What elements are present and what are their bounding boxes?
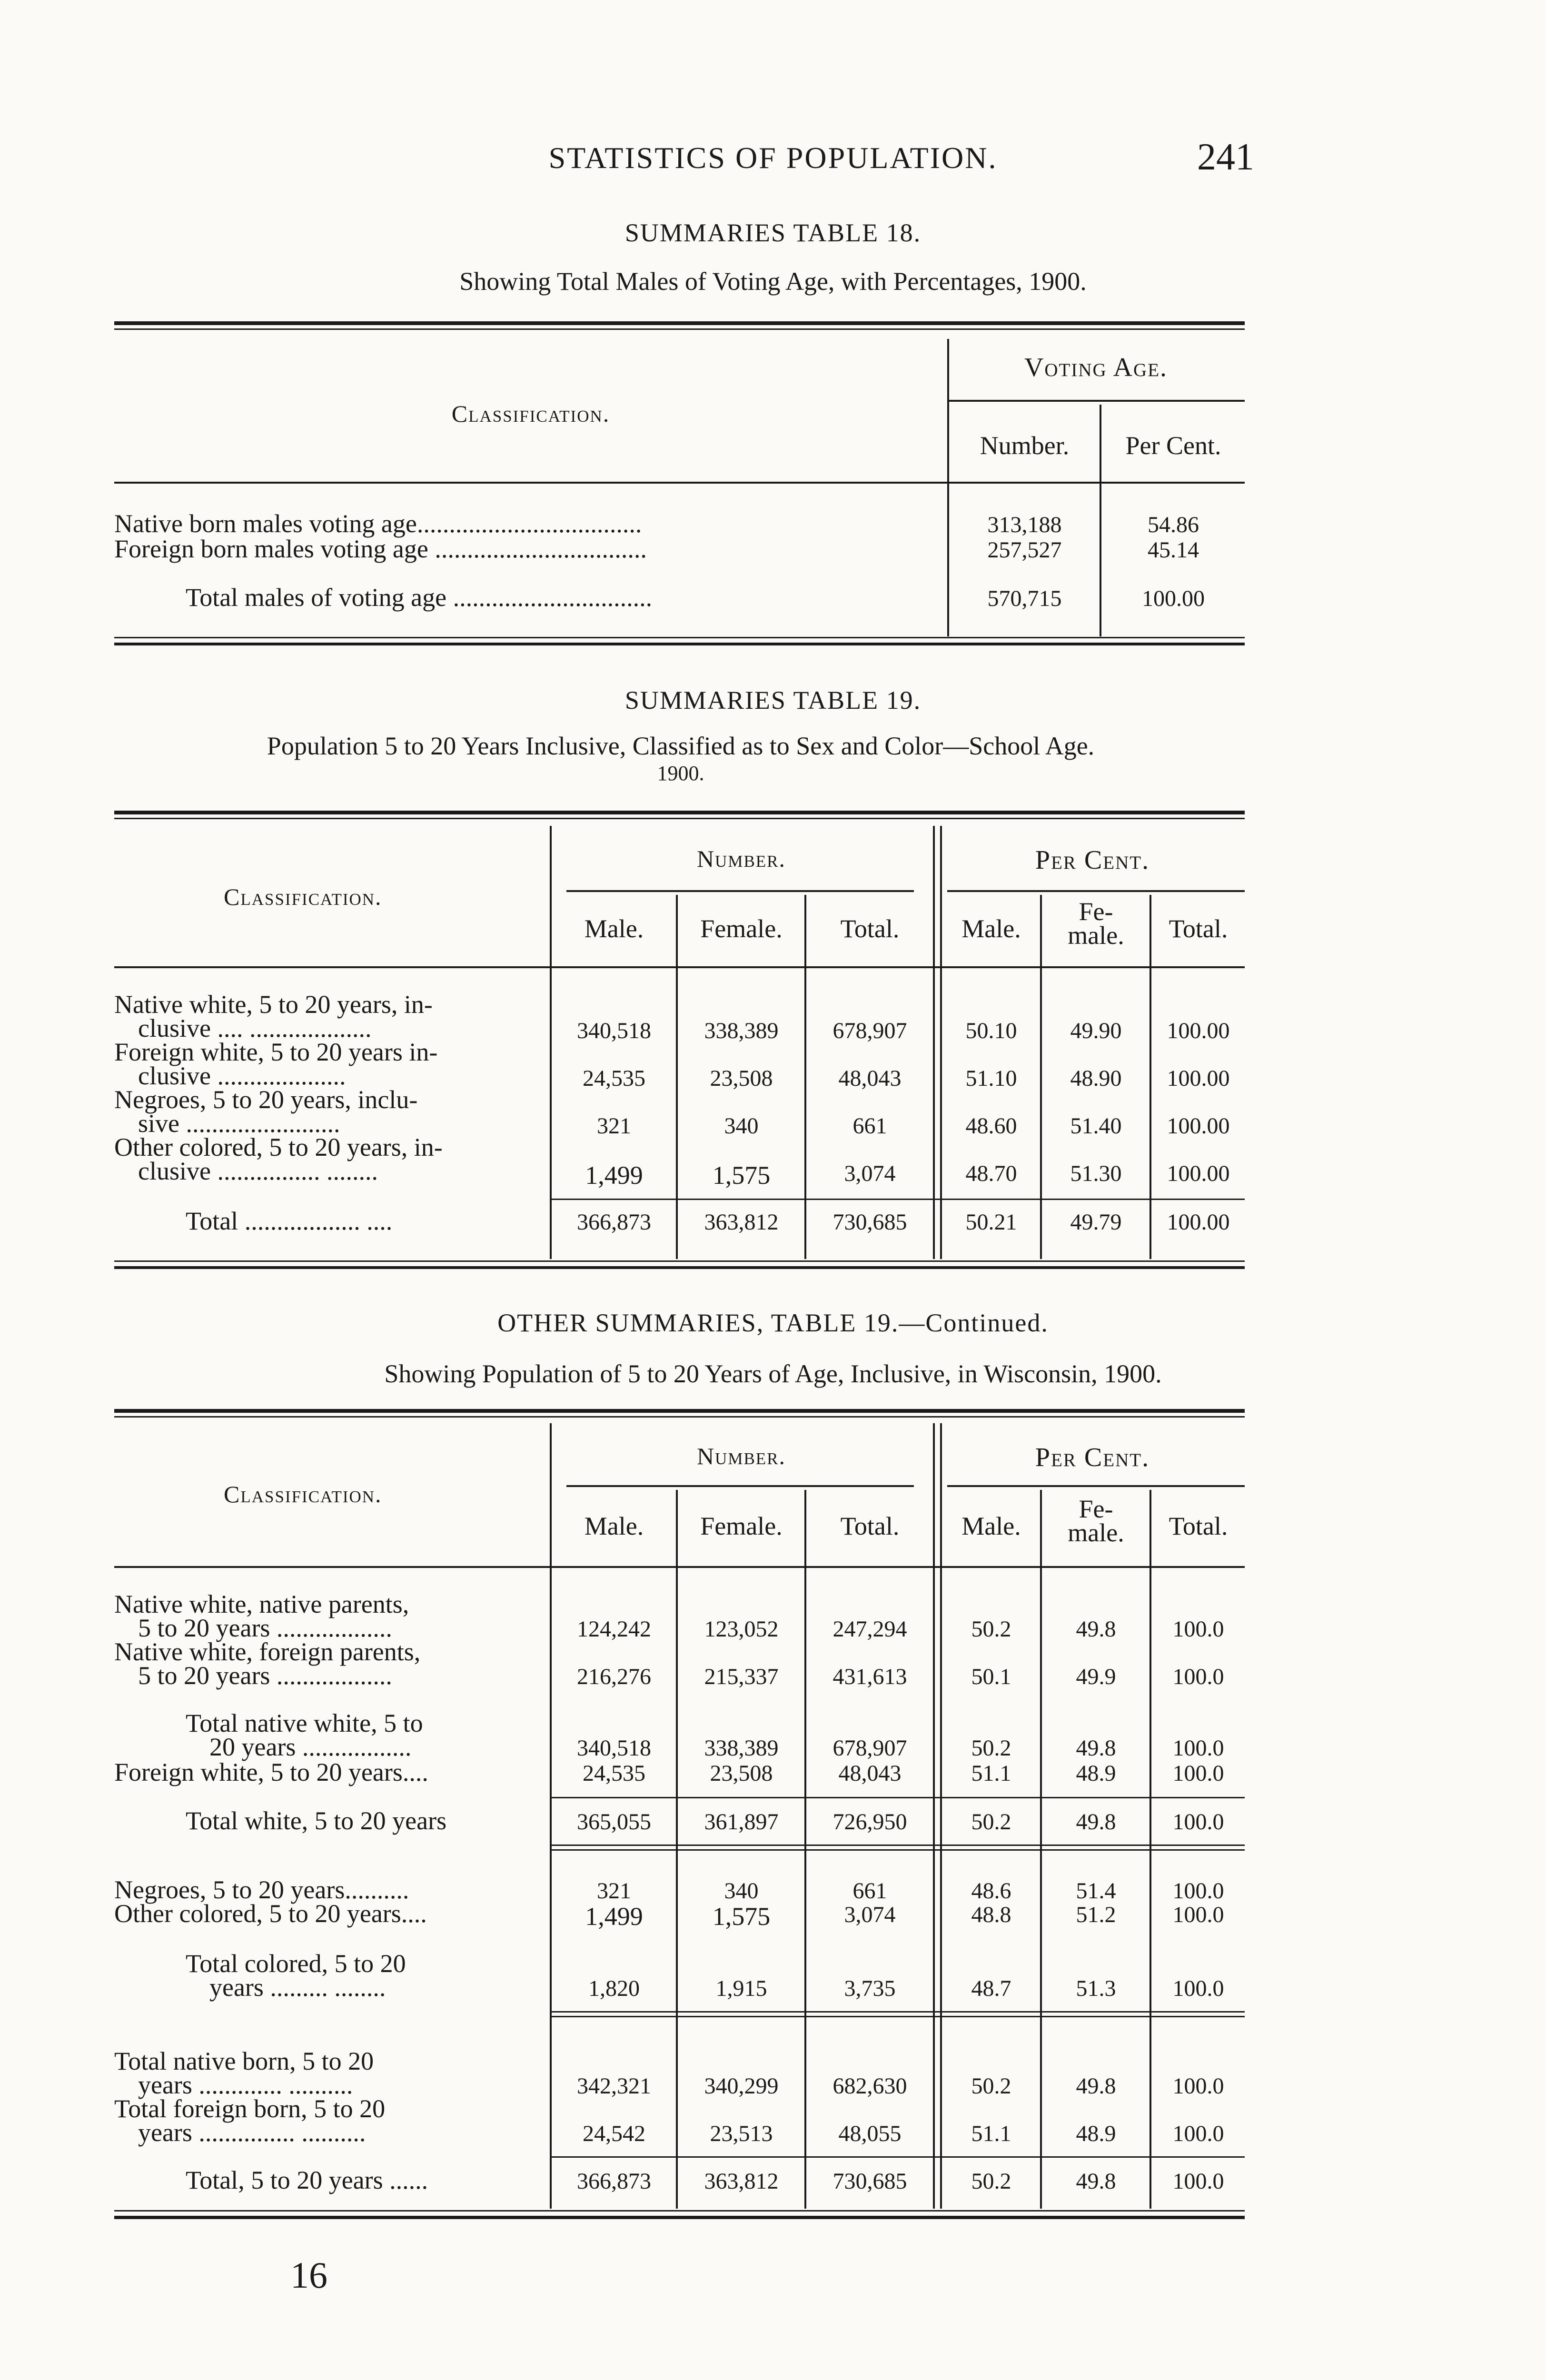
table-row-label: Foreign born males voting age ................................. (114, 535, 647, 563)
table19-caption: SUMMARIES TABLE 19. (624, 686, 922, 714)
table-cell-male: 24,535 (583, 1066, 645, 1091)
table-row-label: Total, 5 to 20 years ...... (186, 2166, 428, 2194)
table18-classification-header: Classification. (451, 400, 610, 427)
table-cell-female: 340 (724, 1878, 759, 1904)
table-row-label: Total foreign born, 5 to 20 years ............... .......... (114, 2094, 386, 2147)
table18-divider (947, 400, 1245, 402)
table-cell-total: 726,950 (832, 1809, 907, 1835)
table-cell-pct-total: 100.0 (1172, 1809, 1224, 1835)
table-row-label: Native born males voting age................................... (114, 509, 642, 538)
table-cell-pct-total: 100.00 (1167, 1210, 1230, 1235)
table19b-rule (550, 2156, 1245, 2158)
table18-divider (947, 339, 949, 636)
table-cell-pct-total: 100.0 (1172, 2121, 1224, 2146)
table19-divider (550, 826, 552, 1259)
table19b-top-rule (114, 1409, 1245, 1413)
table19-col-male: Male. (584, 914, 644, 943)
table-cell-pct-total: 100.0 (1172, 1735, 1224, 1761)
table-cell-total: 730,685 (832, 2169, 907, 2194)
table-cell-pct-male: 48.8 (971, 1902, 1011, 1927)
table19-header-rule (114, 966, 1245, 968)
table-cell-pct-total: 100.0 (1172, 1976, 1224, 2001)
table-row-label: Total native born, 5 to 20 years ............. .......... (114, 2047, 374, 2099)
table-cell-total: 3,074 (844, 1161, 896, 1186)
table-cell-female: 23,508 (710, 1066, 773, 1091)
table19-col-pct-female: Fe- male. (1068, 897, 1124, 950)
table-cell-female: 363,812 (704, 1210, 779, 1235)
table19b-divider (947, 1485, 1245, 1487)
table-row-label: Foreign white, 5 to 20 years.... (114, 1758, 428, 1786)
table19-divider (804, 895, 806, 1259)
table-cell-total: 3,074 (844, 1902, 896, 1927)
page-number: 241 (1197, 136, 1254, 178)
table18-col-number: Number. (980, 431, 1070, 460)
table-cell-female: 123,052 (704, 1616, 779, 1642)
table-row-label: Negroes, 5 to 20 years.......... (114, 1875, 409, 1904)
table-row-label: Total native white, 5 to 20 years ................. (186, 1709, 423, 1761)
table19b-bottom-rule (114, 2210, 1245, 2211)
table19-bottom-rule (114, 1260, 1245, 1262)
table-cell-pct-male: 50.2 (971, 1735, 1011, 1761)
table-row-label: Native white, native parents, 5 to 20 years .................. (114, 1590, 409, 1642)
table-cell-total: 678,907 (832, 1735, 907, 1761)
table-cell-pct-male: 50.2 (971, 1616, 1011, 1642)
table19b-number-header: Number. (696, 1443, 786, 1469)
table19b-rule (550, 2011, 1245, 2013)
table-cell-pct-female: 51.3 (1076, 1976, 1116, 2001)
table-cell-pct-male: 48.6 (971, 1878, 1011, 1904)
table19b-rule (550, 1849, 1245, 1851)
table-cell-pct-male: 50.2 (971, 1809, 1011, 1835)
table-cell-male: 340,518 (577, 1735, 651, 1761)
table-cell-male: 1,820 (588, 1976, 640, 2001)
table19-bottom-rule-thick (114, 1266, 1245, 1269)
table-row-label: Native white, 5 to 20 years, in- clusive .... ................... (114, 990, 433, 1042)
table-cell-pct-female: 49.8 (1076, 2169, 1116, 2194)
table19-subtitle: Population 5 to 20 Years Inclusive, Classified as to Sex and Color—School Age. 1900. (267, 732, 1095, 785)
table18-voting-age-header: Voting Age. (1024, 353, 1168, 382)
table-cell-male: 321 (597, 1878, 631, 1904)
table-row-label: Native white, foreign parents, 5 to 20 years .................. (114, 1637, 421, 1690)
table-cell-male: 365,055 (577, 1809, 651, 1835)
table19b-percent-header: Per Cent. (1035, 1443, 1150, 1472)
table18-header-rule (114, 482, 1245, 484)
table-cell-pct-female: 49.9 (1076, 1664, 1116, 1689)
table-cell-percent: 54.86 (1148, 512, 1199, 537)
table18-bottom-rule (114, 637, 1245, 638)
table19-divider (1040, 895, 1042, 1259)
table-cell-female: 338,389 (704, 1735, 779, 1761)
table-cell-pct-total: 100.0 (1172, 1902, 1224, 1927)
table-cell-female: 1,575 (712, 1161, 771, 1190)
table-cell-total: 682,630 (832, 2073, 907, 2099)
table-cell-total: 661 (852, 1113, 887, 1139)
table-cell-pct-male: 50.2 (971, 2073, 1011, 2099)
table-cell-pct-male: 51.10 (965, 1066, 1017, 1091)
table18-top-rule-thin (114, 328, 1245, 330)
table19b-rule (550, 2016, 1245, 2017)
table19b-divider (566, 1485, 914, 1487)
table-cell-pct-female: 48.9 (1076, 2121, 1116, 2146)
table-cell-pct-total: 100.0 (1172, 1616, 1224, 1642)
table19-divider (676, 895, 678, 1259)
table-cell-female: 361,897 (704, 1809, 779, 1835)
table-cell-pct-female: 49.90 (1070, 1018, 1122, 1043)
table19-top-rule (114, 811, 1245, 814)
table-row-label: Negroes, 5 to 20 years, inclu- sive ........................ (114, 1085, 418, 1138)
table-cell-male: 216,276 (577, 1664, 651, 1689)
table-cell-pct-male: 50.21 (965, 1210, 1017, 1235)
table-cell-pct-female: 51.4 (1076, 1878, 1116, 1904)
table-row-label: Other colored, 5 to 20 years.... (114, 1899, 427, 1928)
table19b-col-pct-female: Fe- male. (1068, 1495, 1124, 1547)
table-cell-male: 24,535 (583, 1761, 645, 1786)
table-cell-total: 431,613 (832, 1664, 907, 1689)
table19b-divider (940, 1423, 942, 2209)
table19-top-rule-thin (114, 818, 1245, 819)
table-cell-pct-male: 48.60 (965, 1113, 1017, 1139)
table-cell-pct-total: 100.00 (1167, 1161, 1230, 1186)
table18-caption: SUMMARIES TABLE 18. (624, 218, 922, 247)
table-cell-number: 313,188 (987, 512, 1062, 537)
table-cell-male: 1,499 (585, 1902, 643, 1931)
table-cell-female: 340 (724, 1113, 759, 1139)
table-cell-male: 366,873 (577, 1210, 651, 1235)
table-cell-pct-male: 50.10 (965, 1018, 1017, 1043)
table-cell-pct-male: 51.1 (971, 2121, 1011, 2146)
table19-divider (947, 890, 1245, 892)
table-cell-male: 24,542 (583, 2121, 645, 2146)
table-cell-male: 1,499 (585, 1161, 643, 1190)
table-cell-pct-female: 49.8 (1076, 1735, 1116, 1761)
table-cell-pct-female: 51.2 (1076, 1902, 1116, 1927)
table-cell-total: 48,043 (838, 1066, 902, 1091)
table19b-col-female: Female. (700, 1512, 783, 1540)
folio: 16 (290, 2254, 327, 2296)
table-cell-pct-male: 48.70 (965, 1161, 1017, 1186)
table19-total-rule (550, 1199, 1245, 1200)
table-cell-pct-total: 100.0 (1172, 1664, 1224, 1689)
table-cell-pct-female: 48.90 (1070, 1066, 1122, 1091)
running-head: STATISTICS OF POPULATION. (548, 141, 998, 175)
table19b-rule (550, 1844, 1245, 1846)
table-cell-pct-female: 49.79 (1070, 1210, 1122, 1235)
table-row-label: Total .................. .... (186, 1207, 393, 1235)
table-cell-male: 342,321 (577, 2073, 651, 2099)
table-cell-female: 338,389 (704, 1018, 779, 1043)
table19-divider (1150, 895, 1151, 1259)
table-cell-pct-female: 51.40 (1070, 1113, 1122, 1139)
table-cell-female: 23,513 (710, 2121, 773, 2146)
table19-col-pct-total: Total. (1169, 914, 1228, 943)
table-cell-female: 363,812 (704, 2169, 779, 2194)
table-cell-pct-female: 49.8 (1076, 2073, 1116, 2099)
table-cell-total: 48,055 (838, 2121, 902, 2146)
table-cell-number: 570,715 (987, 586, 1062, 611)
table-cell-male: 321 (597, 1113, 631, 1139)
table-cell-pct-female: 51.30 (1070, 1161, 1122, 1186)
table19-divider (933, 826, 935, 1259)
table-cell-pct-female: 48.9 (1076, 1761, 1116, 1786)
table-row-label: Other colored, 5 to 20 years, in- clusive ................ ........ (114, 1133, 443, 1185)
table-cell-pct-total: 100.00 (1167, 1113, 1230, 1139)
table-cell-pct-total: 100.0 (1172, 2169, 1224, 2194)
table-cell-percent: 45.14 (1148, 537, 1199, 563)
table-cell-female: 1,575 (712, 1902, 771, 1931)
table-cell-pct-male: 50.2 (971, 2169, 1011, 2194)
table-cell-pct-total: 100.0 (1172, 2073, 1224, 2099)
table18-subtitle: Showing Total Males of Voting Age, with Percentages, 1900. (459, 267, 1087, 296)
table19b-top-rule-thin (114, 1416, 1245, 1418)
table-cell-pct-total: 100.00 (1167, 1018, 1230, 1043)
table-cell-pct-female: 49.8 (1076, 1616, 1116, 1642)
table-cell-pct-female: 49.8 (1076, 1809, 1116, 1835)
table19-classification-header: Classification. (224, 883, 382, 910)
table-cell-pct-male: 50.1 (971, 1664, 1011, 1689)
table-cell-pct-total: 100.0 (1172, 1761, 1224, 1786)
table19b-col-total: Total. (840, 1512, 900, 1540)
table19-number-header: Number. (696, 845, 786, 872)
table-cell-female: 1,915 (715, 1976, 767, 2001)
table19-divider (566, 890, 914, 892)
table-cell-percent: 100.00 (1142, 586, 1205, 611)
table-cell-pct-male: 51.1 (971, 1761, 1011, 1786)
table19b-rule (550, 1797, 1245, 1798)
table-row-label: Total white, 5 to 20 years (186, 1806, 447, 1835)
table-cell-total: 48,043 (838, 1761, 902, 1786)
table19b-classification-header: Classification. (224, 1481, 382, 1507)
table19-percent-header: Per Cent. (1035, 845, 1150, 875)
table-cell-pct-total: 100.0 (1172, 1878, 1224, 1904)
table19-col-total: Total. (840, 914, 900, 943)
table19b-col-pct-male: Male. (961, 1512, 1021, 1540)
table19b-bottom-rule-thick (114, 2216, 1245, 2219)
table-row-label: Foreign white, 5 to 20 years in- clusive .................... (114, 1038, 438, 1090)
table-cell-total: 678,907 (832, 1018, 907, 1043)
table19b-caption: OTHER SUMMARIES, TABLE 19.—Continued. (497, 1309, 1049, 1337)
table-cell-male: 366,873 (577, 2169, 651, 2194)
table-cell-male: 124,242 (577, 1616, 651, 1642)
table-cell-total: 661 (852, 1878, 887, 1904)
table-cell-female: 215,337 (704, 1664, 779, 1689)
table19b-header-rule (114, 1566, 1245, 1568)
table19-col-pct-male: Male. (961, 914, 1021, 943)
table-cell-total: 247,294 (832, 1616, 907, 1642)
table-cell-number: 257,527 (987, 537, 1062, 563)
table-row-label: Total colored, 5 to 20 years ......... ........ (186, 1949, 406, 2002)
table18-bottom-rule-thick (114, 643, 1245, 645)
table18-divider (1100, 405, 1101, 636)
table-cell-total: 3,735 (844, 1976, 896, 2001)
table-cell-female: 340,299 (704, 2073, 779, 2099)
table19-col-female: Female. (700, 914, 783, 943)
table19b-subtitle: Showing Population of 5 to 20 Years of Age, Inclusive, in Wisconsin, 1900. (384, 1359, 1162, 1388)
table18-col-percent: Per Cent. (1125, 431, 1221, 460)
table-cell-total: 730,685 (832, 1210, 907, 1235)
table-row-label: Total males of voting age ............................... (186, 583, 653, 612)
table19b-divider (550, 1423, 552, 2209)
table19b-col-pct-total: Total. (1169, 1512, 1228, 1540)
table19b-divider (933, 1423, 935, 2209)
table18-top-rule (114, 321, 1245, 325)
table-cell-pct-male: 48.7 (971, 1976, 1011, 2001)
table19b-col-male: Male. (584, 1512, 644, 1540)
table-cell-male: 340,518 (577, 1018, 651, 1043)
table-cell-female: 23,508 (710, 1761, 773, 1786)
table-cell-pct-total: 100.00 (1167, 1066, 1230, 1091)
table19-divider (940, 826, 942, 1259)
